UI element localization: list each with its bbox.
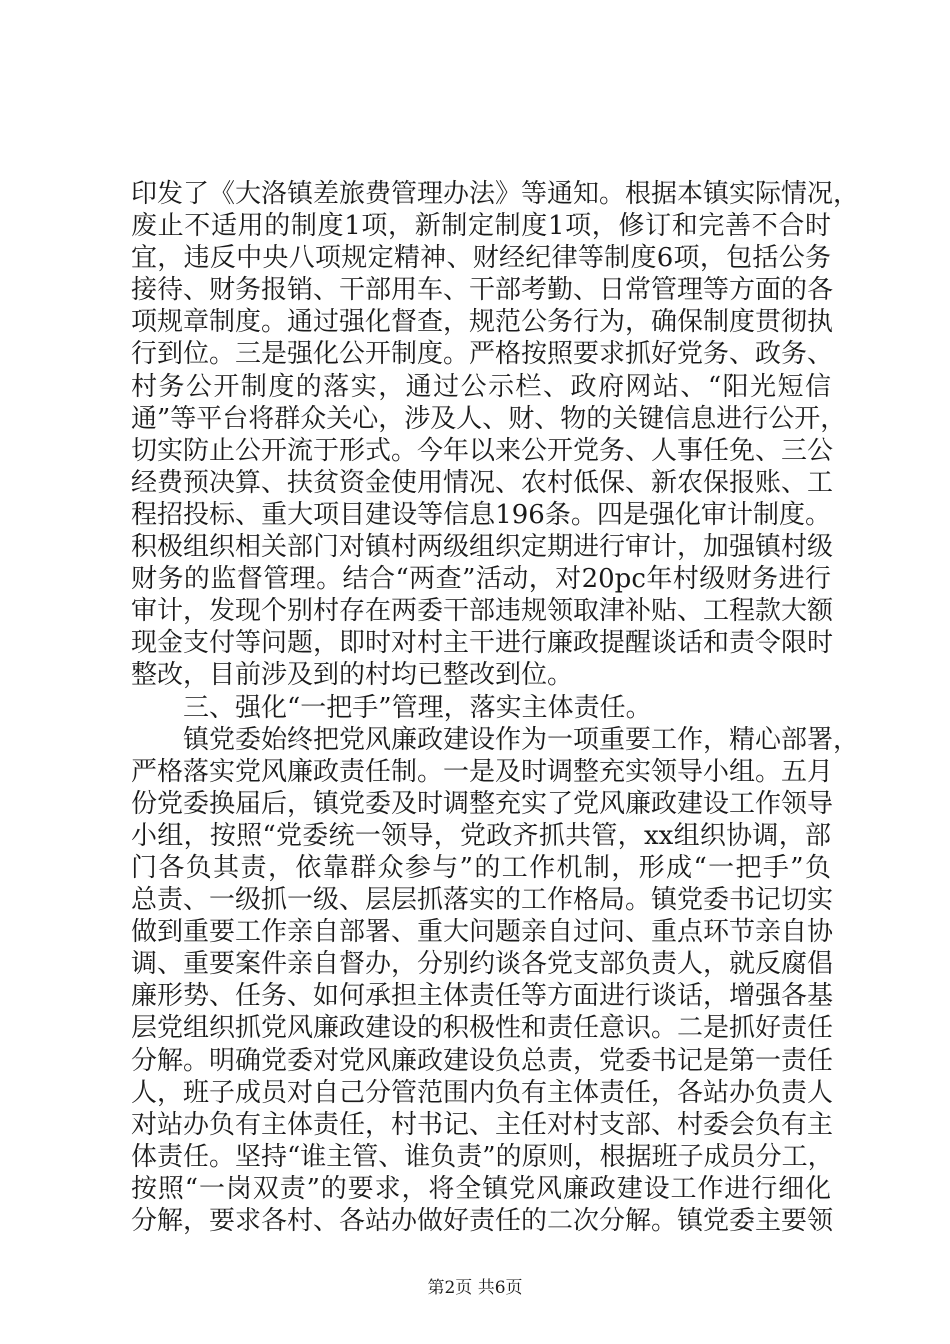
paragraph-line: 体责任。坚持“谁主管、谁负责”的原则，根据班子成员分工， <box>131 1141 834 1172</box>
paragraph-line: 人，班子成员对自己分管范围内负有主体责任，各站办负责人 <box>131 1077 834 1108</box>
paragraph-line: 程招投标、重大项目建设等信息196条。四是强化审计制度。 <box>131 499 831 530</box>
paragraph-line: 宜，违反中央八项规定精神、财经纪律等制度6项，包括公务 <box>131 243 831 274</box>
paragraph-line: 村务公开制度的落实，通过公示栏、政府网站、“阳光短信 <box>131 371 831 402</box>
paragraph-line: 整改，目前涉及到的村均已整改到位。 <box>131 660 574 691</box>
paragraph-line: 现金支付等问题，即时对村主干进行廉政提醒谈话和责令限时 <box>131 628 834 659</box>
paragraph-line: 调、重要案件亲自督办，分别约谈各党支部负责人，就反腐倡 <box>131 949 834 980</box>
paragraph-line: 行到位。三是强化公开制度。严格按照要求抓好党务、政务、 <box>131 339 834 370</box>
paragraph-line: 做到重要工作亲自部署、重大问题亲自过问、重点环节亲自协 <box>131 917 834 948</box>
paragraph-line: 对站办负有主体责任，村书记、主任对村支部、村委会负有主 <box>131 1109 834 1140</box>
paragraph-line: 印发了《大洛镇差旅费管理办法》等通知。根据本镇实际情况， <box>131 179 860 209</box>
paragraph-line: 廉形势、任务、如何承担主体责任等方面进行谈话，增强各基 <box>131 981 834 1012</box>
paragraph-line: 按照“一岗双责”的要求，将全镇党风廉政建设工作进行细化 <box>131 1173 831 1204</box>
paragraph-line: 严格落实党风廉政责任制。一是及时调整充实领导小组。五月 <box>131 756 834 787</box>
document-body <box>131 178 860 1237</box>
paragraph-line: 总责、一级抓一级、层层抓落实的工作格局。镇党委书记切实 <box>131 885 834 916</box>
paragraph-line: 层党组织抓党风廉政建设的积极性和责任意识。二是抓好责任 <box>131 1013 834 1044</box>
paragraph-line: 分解。明确党委对党风廉政建设负总责，党委书记是第一责任 <box>131 1045 834 1076</box>
paragraph-line: 小组，按照“党委统一领导，党政齐抓共管，xx组织协调，部 <box>131 820 831 851</box>
paragraph-line: 废止不适用的制度1项，新制定制度1项，修订和完善不合时 <box>131 211 831 242</box>
paragraph-line: 份党委换届后，镇党委及时调整充实了党风廉政建设工作领导 <box>131 788 834 819</box>
paragraph-line: 分解，要求各村、各站办做好责任的二次分解。镇党委主要领 <box>131 1206 834 1236</box>
paragraph-line: 切实防止公开流于形式。今年以来公开党务、人事任免、三公 <box>131 435 834 466</box>
paragraph-line: 门各负其责，依靠群众参与”的工作机制，形成“一把手”负 <box>131 852 831 883</box>
paragraph-first-line: 镇党委始终把党风廉政建设作为一项重要工作，精心部署， <box>183 724 860 755</box>
page-number-footer: 第2页 共6页 <box>427 1278 523 1298</box>
paragraph-first-line: 三、强化“一把手”管理，落实主体责任。 <box>183 692 652 723</box>
paragraph-line: 审计，发现个别村存在两委干部违规领取津补贴、工程款大额 <box>131 596 834 627</box>
paragraph-line: 接待、财务报销、干部用车、干部考勤、日常管理等方面的各 <box>131 275 834 306</box>
paragraph-line: 项规章制度。通过强化督查，规范公务行为，确保制度贯彻执 <box>131 307 834 338</box>
paragraph-line: 积极组织相关部门对镇村两级组织定期进行审计，加强镇村级 <box>131 532 834 563</box>
paragraph-line: 财务的监督管理。结合“两查”活动，对20pc年村级财务进行 <box>131 564 831 595</box>
paragraph-line: 经费预决算、扶贫资金使用情况、农村低保、新农保报账、工 <box>131 467 834 498</box>
paragraph-line: 通”等平台将群众关心，涉及人、财、物的关键信息进行公开， <box>131 403 847 434</box>
